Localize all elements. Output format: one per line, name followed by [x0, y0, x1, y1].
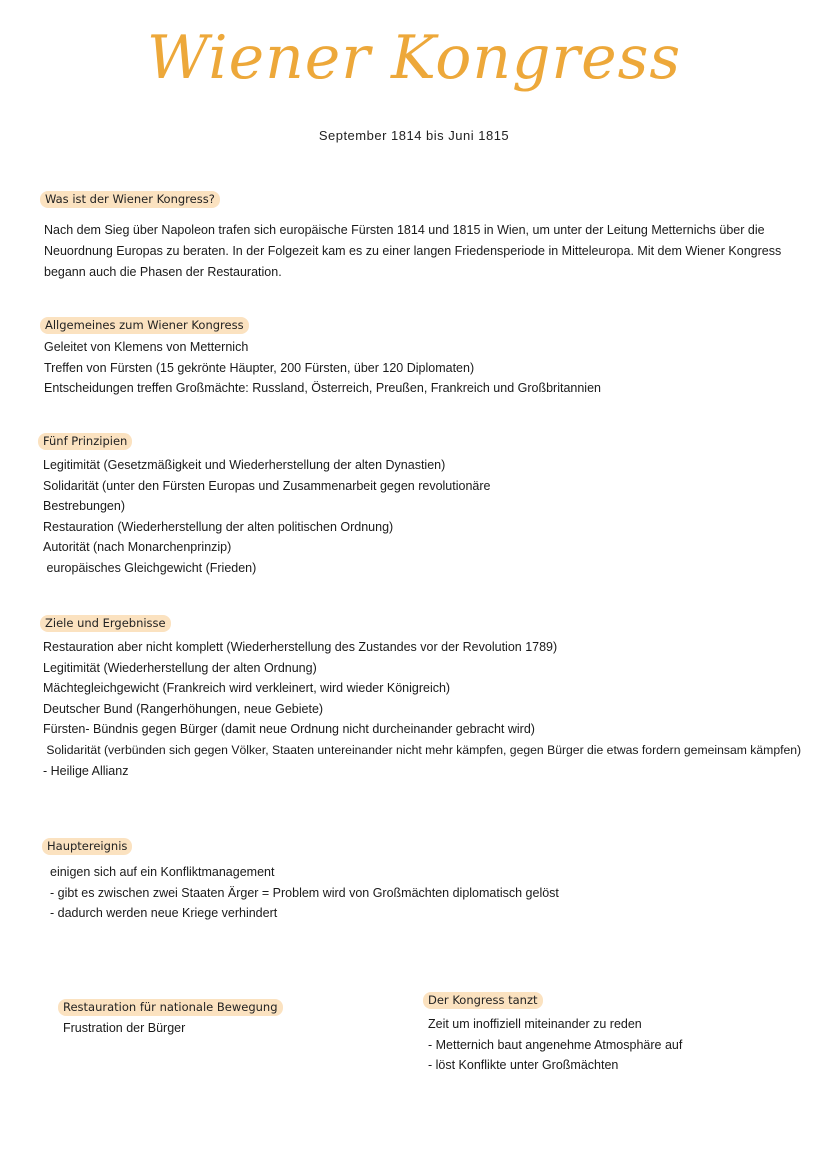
- list-item: Autorität (nach Monarchenprinzip): [43, 540, 232, 555]
- list-item: Restauration aber nicht komplett (Wiederherstellung des Zustandes vor der Revolution 1789): [43, 640, 558, 654]
- heading-kongress-tanzt: Der Kongress tanzt: [423, 992, 543, 1009]
- list-allgemeines: [44, 337, 601, 399]
- list-item: Mächtegleichgewicht (Frankreich wird verkleinert, wird wieder Königreich): [43, 681, 451, 696]
- heading-restauration: Restauration für nationale Bewegung: [58, 999, 283, 1016]
- list-restauration: [63, 1018, 185, 1039]
- list-item: - löst Konflikte unter Großmächten: [428, 1058, 619, 1073]
- list-item: Legitimität (Wiederherstellung der alten Ordnung): [43, 660, 317, 675]
- list-item: - dadurch werden neue Kriege verhindert: [50, 906, 278, 921]
- list-prinzipien: [43, 455, 490, 579]
- list-item: - Metternich baut angenehme Atmosphäre auf: [428, 1037, 683, 1052]
- list-item: Zeit um inoffiziell miteinander zu reden: [428, 1017, 642, 1031]
- list-item: Entscheidungen treffen Großmächte: Russland, Österreich, Preußen, Frankreich und Großbritannien: [44, 381, 601, 396]
- heading-hauptereignis: Hauptereignis: [42, 838, 132, 855]
- list-item: Geleitet von Klemens von Metternich: [44, 340, 249, 354]
- list-item: Bestrebungen): [43, 499, 126, 514]
- list-item: - gibt es zwischen zwei Staaten Ärger = Problem wird von Großmächten diplomatisch gelöst: [50, 885, 559, 900]
- list-item: Fürsten- Bündnis gegen Bürger (damit neue Ordnung nicht durcheinander gebracht wird): [43, 722, 535, 737]
- list-item: Solidarität (verbünden sich gegen Völker, Staaten untereinander nicht mehr kämpfen, gegen Bürger die etwas fordern gemeinsam kämpfen): [43, 742, 802, 757]
- list-item: europäisches Gleichgewicht (Frieden): [43, 560, 257, 575]
- list-item: Solidarität (unter den Fürsten Europas und Zusammenarbeit gegen revolutionäre: [43, 478, 491, 493]
- paragraph-was-ist: Nach dem Sieg über Napoleon trafen sich europäische Fürsten 1814 und 1815 in Wien, um unter der Leitung Metternichs über die Neuordnung Europas zu beraten. In der Folgezeit kam es zu einer langen Friedensperiode in Mitteleuropa. Mit dem Wiener Kongress begann auch die Phasen der Restauration.: [44, 223, 782, 279]
- list-item: einigen sich auf ein Konfliktmanagement: [50, 865, 275, 879]
- list-kongress-tanzt: [428, 1014, 682, 1076]
- list-item: Restauration (Wiederherstellung der alten politischen Ordnung): [43, 519, 394, 534]
- list-item: Treffen von Fürsten (15 gekrönte Häupter, 200 Fürsten, über 120 Diplomaten): [44, 360, 475, 375]
- list-item: Frustration der Bürger: [63, 1021, 186, 1035]
- heading-prinzipien: Fünf Prinzipien: [38, 433, 132, 450]
- list-item: - Heilige Allianz: [43, 763, 129, 778]
- page-title: Wiener Kongress: [146, 23, 682, 93]
- heading-was-ist: Was ist der Wiener Kongress?: [40, 191, 220, 208]
- heading-allgemeines: Allgemeines zum Wiener Kongress: [40, 317, 249, 334]
- list-hauptereignis: [50, 862, 559, 924]
- list-ziele: [43, 637, 801, 781]
- date-range: September 1814 bis Juni 1815: [318, 128, 510, 143]
- list-item: Legitimität (Gesetzmäßigkeit und Wiederherstellung der alten Dynastien): [43, 458, 446, 472]
- heading-ziele: Ziele und Ergebnisse: [40, 615, 171, 632]
- list-item: Deutscher Bund (Rangerhöhungen, neue Gebiete): [43, 701, 324, 716]
